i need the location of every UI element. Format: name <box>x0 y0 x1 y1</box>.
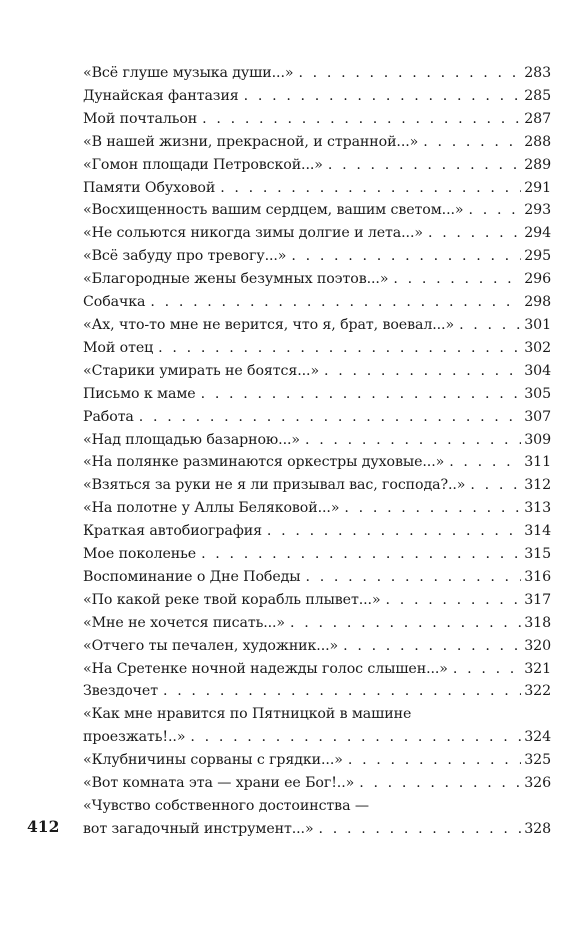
toc-entry <box>83 360 551 383</box>
toc-entry-page: 325 <box>524 752 551 769</box>
toc-entry <box>83 772 551 795</box>
toc-entry-line <box>83 62 551 85</box>
dot-leader <box>244 85 522 108</box>
toc-entry-page: 294 <box>524 225 551 242</box>
toc-entry-line <box>83 360 551 383</box>
toc-entry-page: 311 <box>524 454 551 471</box>
toc-entry-title: «Над площадью базарною...» <box>83 431 300 448</box>
toc-entry-page: 301 <box>524 316 551 333</box>
dot-leader <box>220 177 521 200</box>
table-of-contents <box>83 62 551 841</box>
toc-entry <box>83 222 551 245</box>
toc-entry-page: 318 <box>524 614 551 631</box>
toc-entry-title-first-line: «Как мне нравится по Пятницкой в машине <box>83 706 412 723</box>
dot-leader <box>290 612 521 635</box>
toc-entry-page: 307 <box>524 408 551 425</box>
toc-entry-title: «На полянке разминаются оркестры духовые...» <box>83 454 445 471</box>
toc-entry-page: 288 <box>524 133 551 150</box>
toc-entry-title: «На полотне у Аллы Беляковой...» <box>83 500 340 517</box>
toc-entry-line <box>83 612 551 635</box>
toc-entry <box>83 795 551 841</box>
dot-leader <box>459 314 521 337</box>
dot-leader <box>202 108 521 131</box>
toc-entry <box>83 131 551 154</box>
toc-entry-page: 316 <box>524 568 551 585</box>
toc-entry-line <box>83 245 551 268</box>
toc-entry <box>83 429 551 452</box>
toc-entry-line <box>83 474 551 497</box>
toc-entry-line <box>83 589 551 612</box>
dot-leader <box>190 726 521 749</box>
dot-leader <box>328 154 521 177</box>
toc-entry-title: «Вот комната эта — храни ее Бог!..» <box>83 775 355 792</box>
dot-leader <box>305 566 521 589</box>
toc-entry-line <box>83 658 551 681</box>
toc-entry <box>83 154 551 177</box>
dot-leader <box>201 543 521 566</box>
toc-entry-line <box>83 497 551 520</box>
toc-entry <box>83 497 551 520</box>
toc-entry-page: 314 <box>524 523 551 540</box>
toc-entry-page: 295 <box>524 248 551 265</box>
toc-entry-line <box>83 199 551 222</box>
toc-entry-page: 326 <box>524 775 551 792</box>
toc-entry-title: Мой отец <box>83 339 154 356</box>
dot-leader <box>298 62 521 85</box>
toc-entry-line <box>83 222 551 245</box>
toc-entry <box>83 199 551 222</box>
toc-entry-line <box>83 451 551 474</box>
toc-entry-page: 315 <box>524 546 551 563</box>
toc-entry-title: Памяти Обуховой <box>83 179 216 196</box>
toc-entry-page: 317 <box>524 591 551 608</box>
dot-leader <box>453 658 521 681</box>
toc-entry-line <box>83 543 551 566</box>
toc-entry-title: «Всё глуше музыка души...» <box>83 65 294 81</box>
toc-entry <box>83 85 551 108</box>
dot-leader <box>348 749 521 772</box>
dot-leader <box>139 406 521 429</box>
toc-entry <box>83 703 551 749</box>
dot-leader <box>449 451 521 474</box>
toc-entry-title: «Старики умирать не боятся...» <box>83 362 320 379</box>
toc-entry <box>83 177 551 200</box>
toc-entry-title: Письмо к маме <box>83 385 196 402</box>
toc-entry-title: «По какой реке твой корабль плывет...» <box>83 591 381 608</box>
toc-entry-title: Дунайская фантазия <box>83 87 239 104</box>
toc-entry-line <box>83 268 551 291</box>
toc-entry-line <box>83 85 551 108</box>
toc-entry <box>83 680 551 703</box>
toc-entry <box>83 635 551 658</box>
toc-entry-page: 287 <box>524 110 551 127</box>
toc-entry-line <box>83 406 551 429</box>
toc-entry-title: вот загадочный инструмент...» <box>83 820 314 837</box>
dot-leader <box>319 818 522 841</box>
dot-leader <box>201 383 522 406</box>
toc-entry-title: «Всё забуду про тревогу...» <box>83 248 287 265</box>
toc-entry <box>83 520 551 543</box>
toc-entry-title: «Гомон площади Петровской...» <box>83 156 323 173</box>
dot-leader <box>291 245 521 268</box>
dot-leader <box>158 337 521 360</box>
toc-entry <box>83 474 551 497</box>
toc-entry-line <box>83 314 551 337</box>
dot-leader <box>324 360 521 383</box>
toc-entry-line <box>83 177 551 200</box>
toc-entry-line <box>83 429 551 452</box>
dot-leader <box>305 429 521 452</box>
toc-entry-page: 304 <box>524 362 551 379</box>
toc-entry-line <box>83 520 551 543</box>
dot-leader <box>470 474 521 497</box>
toc-entry-page: 324 <box>524 729 551 746</box>
toc-entry-page: 291 <box>524 179 551 196</box>
dot-leader <box>267 520 521 543</box>
toc-entry <box>83 268 551 291</box>
dot-leader <box>359 772 521 795</box>
toc-entry-title: Звездочет <box>83 683 158 700</box>
toc-entry-title: «Ах, что-то мне не верится, что я, брат, воевал...» <box>83 316 455 333</box>
dot-leader <box>344 497 521 520</box>
toc-entry-title: «В нашей жизни, прекрасной, и странной...» <box>83 133 419 150</box>
toc-entry-page: 302 <box>524 339 551 356</box>
toc-entry <box>83 566 551 589</box>
toc-entry-page: 320 <box>524 637 551 654</box>
toc-entry-title: Мой почтальон <box>83 110 198 127</box>
page-number: 412 <box>27 817 60 836</box>
toc-entry-page: 285 <box>524 87 551 104</box>
toc-entry <box>83 749 551 772</box>
toc-entry-line <box>83 726 551 749</box>
toc-entry-title: Воспоминание о Дне Победы <box>83 568 301 585</box>
toc-entry-page: 313 <box>524 500 551 517</box>
toc-entry-line <box>83 680 551 703</box>
toc-entry-title-first-line: «Чувство собственного достоинства — <box>83 798 369 814</box>
toc-entry-page: 321 <box>524 660 551 677</box>
toc-entry <box>83 589 551 612</box>
toc-entry-title: «Восхищенность вашим сердцем, вашим светом...» <box>83 202 464 219</box>
dot-leader <box>343 635 521 658</box>
toc-entry-line <box>83 337 551 360</box>
toc-entry <box>83 383 551 406</box>
toc-entry-line <box>83 291 551 314</box>
toc-entry-page: 309 <box>524 431 551 448</box>
toc-entry <box>83 406 551 429</box>
toc-entry-title: Работа <box>83 408 134 425</box>
toc-entry-title: «Мне не хочется писать...» <box>83 614 286 631</box>
toc-entry-page: 312 <box>524 477 551 494</box>
toc-entry-page: 305 <box>524 385 551 402</box>
toc-entry <box>83 543 551 566</box>
toc-entry-line <box>83 154 551 177</box>
toc-entry-title: «Клубничины сорваны с грядки...» <box>83 752 343 769</box>
dot-leader <box>428 222 521 245</box>
toc-entry-page: 328 <box>524 820 551 837</box>
toc-entry-page: 293 <box>524 202 551 219</box>
toc-entry-title: «На Сретенке ночной надежды голос слышен...» <box>83 660 448 677</box>
toc-entry <box>83 245 551 268</box>
dot-leader <box>150 291 521 314</box>
toc-entry-line <box>83 818 551 841</box>
toc-entry-line <box>83 772 551 795</box>
toc-entry-line <box>83 383 551 406</box>
toc-entry-title: Собачка <box>83 294 146 311</box>
toc-entry-title: «Взяться за руки не я ли призывал вас, господа?..» <box>83 477 466 494</box>
dot-leader <box>386 589 522 612</box>
toc-entry-line <box>83 749 551 772</box>
toc-entry-page: 322 <box>524 683 551 700</box>
toc-entry-title: «Отчего ты печален, художник...» <box>83 637 339 654</box>
dot-leader <box>163 680 521 703</box>
toc-entry-title: «Благородные жены безумных поэтов...» <box>83 271 389 288</box>
toc-entry <box>83 451 551 474</box>
toc-entry <box>83 612 551 635</box>
toc-entry-line <box>83 566 551 589</box>
toc-entry-title: «Не сольются никогда зимы долгие и лета...» <box>83 225 423 242</box>
toc-entry-line <box>83 131 551 154</box>
dot-leader <box>469 199 522 222</box>
toc-entry-line <box>83 635 551 658</box>
toc-entry-title: проезжать!..» <box>83 729 186 746</box>
toc-entry-page: 296 <box>524 271 551 288</box>
toc-entry-page: 298 <box>524 294 551 311</box>
dot-leader <box>423 131 521 154</box>
toc-entry <box>83 314 551 337</box>
toc-entry <box>83 62 551 85</box>
toc-entry-line <box>83 108 551 131</box>
toc-entry <box>83 108 551 131</box>
toc-entry-page: 283 <box>524 65 551 81</box>
toc-entry-page: 289 <box>524 156 551 173</box>
toc-entry <box>83 291 551 314</box>
toc-entry-title: Мое поколенье <box>83 546 197 563</box>
toc-entry <box>83 658 551 681</box>
toc-entry <box>83 337 551 360</box>
dot-leader <box>393 268 521 291</box>
toc-entry-title: Краткая автобиография <box>83 523 262 540</box>
